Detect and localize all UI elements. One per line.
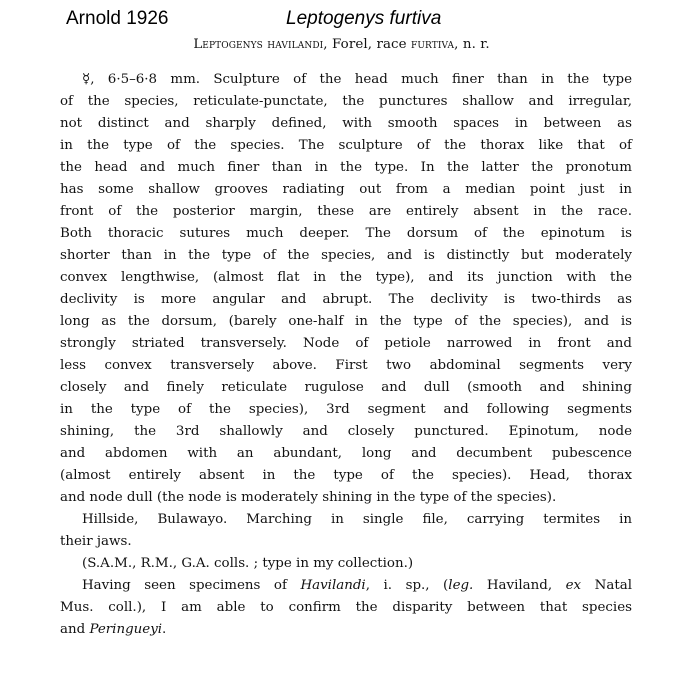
text-line: (almost entirely absent in the type of the species). Head, thorax — [60, 468, 632, 483]
paragraph-remarks — [60, 575, 632, 641]
text-line: long as the dorsum, (barely one-half in the type of the species), and is — [60, 314, 632, 329]
text-line: the head and much finer than in the type. In the latter the pronotum — [60, 160, 632, 175]
text-line: Both thoracic sutures much deeper. The dorsum of the epinotum is — [60, 226, 632, 241]
paragraph-collections — [60, 553, 632, 575]
text-line: Hillside, Bulawayo. Marching in single file, carrying termites in — [82, 512, 632, 527]
italic-text: ex — [565, 578, 582, 593]
header-citation: Arnold 1926 — [66, 8, 169, 29]
text-line: closely and finely reticulate rugulose and dull (smooth and shining — [60, 380, 632, 395]
header-species-name: Leptogenys furtiva — [286, 8, 442, 29]
text-line: and Peringueyi. — [60, 622, 167, 637]
text-line: Having seen specimens of Havilandi, i. sp., (leg. Haviland, ex Natal — [82, 578, 632, 593]
italic-text: leg. — [448, 578, 474, 593]
text-line: in the type of the species), 3rd segment and following segments — [60, 402, 632, 417]
text-line: not distinct and sharply defined, with smooth spaces in between as — [60, 116, 632, 131]
title-genus: Leptogenys havilandi — [193, 37, 324, 52]
text-line: Mus. coll.), I am able to confirm the disparity between that species — [60, 600, 632, 615]
text-line: and node dull (the node is moderately shining in the type of the species). — [60, 490, 557, 505]
text-line: declivity is more angular and abrupt. The declivity is two-thirds as — [60, 292, 632, 307]
text-line: convex lengthwise, (almost flat in the type), and its junction with the — [60, 270, 632, 285]
paragraph-description — [60, 69, 632, 509]
text-line: has some shallow grooves radiating out from a median point just in — [60, 182, 632, 197]
text-line: shining, the 3rd shallowly and closely punctured. Epinotum, node — [60, 424, 632, 439]
taxon-title — [0, 37, 683, 52]
title-author: , Forel, race — [323, 37, 412, 52]
text-line: ☿, 6·5–6·8 mm. Sculpture of the head much finer than in the type — [82, 72, 632, 87]
text-line: of the species, reticulate-punctate, the punctures shallow and irregular, — [60, 94, 632, 109]
text-line: in the type of the species. The sculpture of the thorax like that of — [60, 138, 632, 153]
text-line: shorter than in the type of the species, and is distinctly but moderately — [60, 248, 632, 263]
text-line: (S.A.M., R.M., G.A. colls. ; type in my collection.) — [82, 556, 414, 571]
italic-text: Havilandi — [300, 578, 366, 593]
italic-text: Peringueyi — [89, 622, 163, 637]
description-body — [60, 69, 632, 641]
title-race: furtiva — [411, 37, 455, 52]
text-line: front of the posterior margin, these are entirely absent in the race. — [60, 204, 632, 219]
text-line: their jaws. — [60, 534, 132, 549]
text-line: and abdomen with an abundant, long and decumbent pubescence — [60, 446, 632, 461]
paragraph-locality — [60, 509, 632, 553]
title-tail: , n. r. — [454, 37, 490, 52]
text-line: strongly striated transversely. Node of petiole narrowed in front and — [60, 336, 632, 351]
text-line: less convex transversely above. First two abdominal segments very — [60, 358, 632, 373]
